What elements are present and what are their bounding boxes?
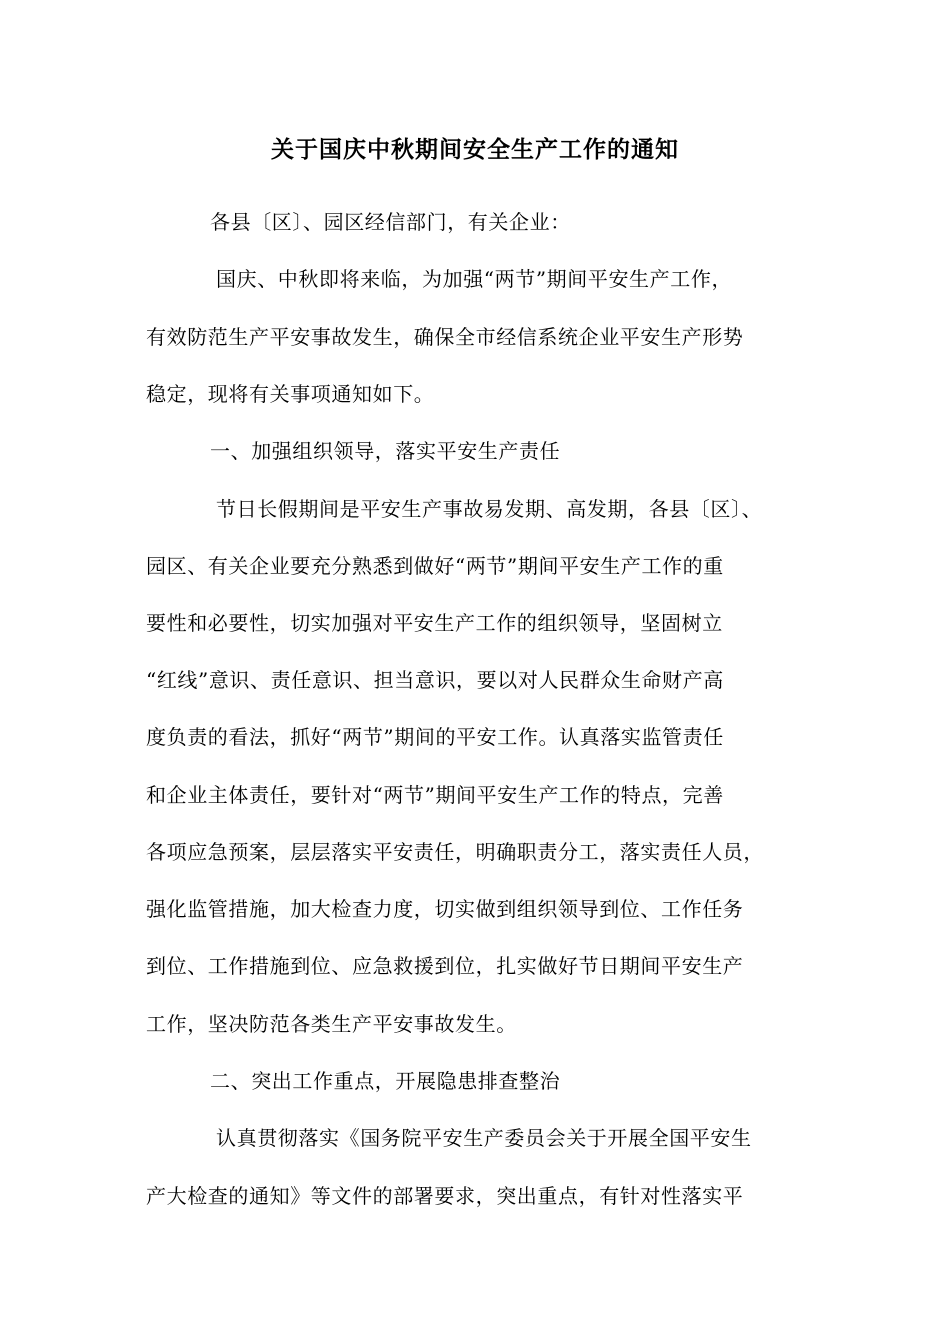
paragraph-line: 度负责的看法，抓好“两节”期间的平安工作。认真落实监管责任	[146, 725, 724, 749]
paragraph-line: 各项应急预案，层层落实平安责任，明确职责分工，落实责任人员，	[146, 840, 764, 864]
paragraph-line: 强化监管措施，加大检查力度，切实做到组织领导到位、工作任务	[146, 897, 744, 921]
paragraph-line: 要性和必要性，切实加强对平安生产工作的组织领导，坚固树立	[146, 611, 723, 635]
paragraph-line: 国庆、中秋即将来临，为加强“两节”期间平安生产工作，	[216, 267, 733, 291]
paragraph-line: 有效防范生产平安事故发生，确保全市经信系统企业平安生产形势	[146, 325, 744, 349]
paragraph-line: 产大检查的通知》等文件的部署要求，突出重点，有针对性落实平	[146, 1184, 744, 1208]
paragraph-line: 节日长假期间是平安生产事故易发期、高发期，各县〔区〕、	[216, 497, 763, 521]
paragraph-line: “红线”意识、责任意识、担当意识，要以对人民群众生命财产高	[146, 668, 724, 692]
paragraph-line: 认真贯彻落实《国务院平安生产委员会关于开展全国平安生	[216, 1126, 752, 1150]
paragraph-line: 稳定，现将有关事项通知如下。	[146, 382, 435, 406]
document-title: 关于国庆中秋期间安全生产工作的通知	[271, 136, 679, 163]
section-heading: 二、突出工作重点，开展隐患排查整治	[210, 1069, 561, 1093]
paragraph-line: 园区、有关企业要充分熟悉到做好“两节”期间平安生产工作的重	[146, 554, 724, 578]
paragraph-line: 和企业主体责任，要针对“两节”期间平安生产工作的特点，完善	[146, 783, 724, 807]
paragraph-line: 工作，坚决防范各类生产平安事故发生。	[146, 1012, 517, 1036]
paragraph-line: 到位、工作措施到位、应急救援到位，扎实做好节日期间平安生产	[146, 954, 744, 978]
section-heading: 一、加强组织领导，落实平安生产责任	[210, 439, 561, 463]
salutation: 各县〔区〕、园区经信部门，有关企业：	[210, 210, 571, 234]
